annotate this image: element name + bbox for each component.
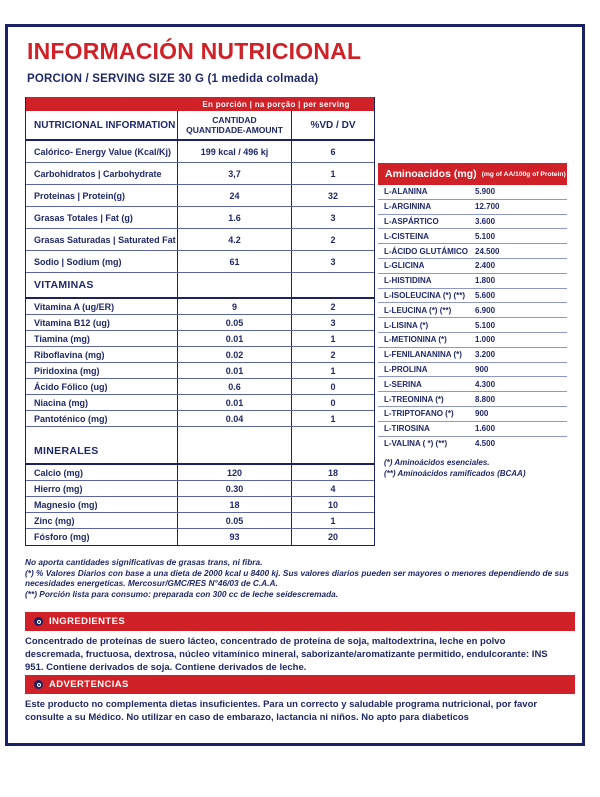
amino-value: 1.000 — [475, 335, 496, 345]
amino-footnote-bcaa: (**) Aminoácidos ramificados (BCAA) — [384, 468, 526, 478]
header-amount — [178, 111, 292, 139]
row-dv: 1 — [330, 333, 336, 344]
amino-label: L-ARGININA — [384, 202, 432, 212]
row-amount: 61 — [178, 251, 292, 272]
row-amount: 93 — [178, 529, 292, 545]
amino-row — [378, 318, 567, 333]
amino-footnotes — [378, 458, 567, 479]
row-amount: 9 — [178, 299, 292, 314]
table-row — [26, 331, 374, 347]
amino-value: 3.600 — [475, 216, 496, 226]
row-label: Calcio (mg) — [26, 465, 178, 480]
row-label: Piridoxina (mg) — [26, 363, 178, 378]
amino-value: 8.800 — [475, 394, 496, 404]
row-label: Riboflavina (mg) — [26, 347, 178, 362]
amino-value: 2.400 — [475, 261, 496, 271]
amino-row — [378, 377, 567, 392]
amino-value: 12.700 — [475, 202, 500, 212]
amino-value: 3.200 — [475, 350, 496, 360]
amino-value: 5.100 — [475, 231, 496, 241]
table-row — [26, 207, 374, 229]
amino-value: 900 — [475, 364, 489, 374]
row-dv: 2 — [330, 234, 336, 245]
row-amount: 120 — [178, 465, 292, 480]
table-row — [26, 513, 374, 529]
row-amount: 199 kcal / 496 kj — [178, 141, 292, 162]
table-spacer-row — [26, 427, 374, 439]
row-label: Sodio | Sodium (mg) — [26, 251, 178, 272]
row-dv: 0 — [330, 397, 336, 408]
row-dv: 20 — [327, 532, 338, 542]
amino-label: L-SERINA — [384, 379, 422, 389]
row-amount: 0.30 — [178, 481, 292, 496]
table-footnotes — [25, 557, 577, 599]
row-label: Grasas Totales | Fat (g) — [26, 207, 178, 228]
header-dv: %VD / DV — [310, 119, 356, 131]
table-row — [26, 299, 374, 315]
table-row — [26, 481, 374, 497]
table-row — [26, 395, 374, 411]
row-dv: 1 — [330, 413, 336, 424]
amino-label: L-TIROSINA — [384, 424, 430, 434]
row-label: Carbohidratos | Carbohydrate — [26, 163, 178, 184]
amino-label: L-LISINA (*) — [384, 320, 429, 330]
header-amount-line2: QUANTIDADE-AMOUNT — [186, 125, 283, 135]
row-dv: 3 — [330, 212, 336, 223]
row-label: Grasas Saturadas | Saturated Fat — [26, 229, 178, 250]
amino-value: 4.500 — [475, 439, 496, 449]
amino-row — [378, 185, 567, 200]
row-label: Pantoténico (mg) — [26, 411, 178, 426]
row-dv: 0 — [330, 381, 336, 392]
amino-row — [378, 422, 567, 437]
amino-row — [378, 215, 567, 230]
nutrition-table — [25, 97, 375, 546]
row-dv: 3 — [330, 256, 336, 267]
bullet-icon — [34, 617, 43, 626]
amino-row — [378, 363, 567, 378]
amino-label: L-CISTEINA — [384, 231, 429, 241]
row-amount: 0.05 — [178, 513, 292, 528]
row-label: Proteinas | Protein(g) — [26, 185, 178, 206]
amino-row — [378, 244, 567, 259]
amino-label: L-PROLINA — [384, 364, 428, 374]
row-amount: 24 — [178, 185, 292, 206]
amino-value: 5.600 — [475, 290, 496, 300]
table-row — [26, 411, 374, 427]
amino-row — [378, 289, 567, 304]
amino-value: 900 — [475, 409, 489, 419]
warnings-bar — [25, 675, 575, 694]
table-row — [26, 465, 374, 481]
table-row — [26, 163, 374, 185]
table-row — [26, 315, 374, 331]
row-amount: 0.01 — [178, 363, 292, 378]
row-amount: 0.6 — [178, 379, 292, 394]
amino-value: 1.800 — [475, 276, 496, 286]
amino-label: L-METIONINA (*) — [384, 335, 447, 345]
row-dv: 1 — [330, 515, 336, 526]
row-dv: 1 — [330, 365, 336, 376]
vitamins-section-header — [26, 273, 374, 299]
row-dv: 10 — [327, 499, 338, 510]
table-row — [26, 347, 374, 363]
amino-value: 4.300 — [475, 379, 496, 389]
spacer-cell — [178, 427, 292, 439]
row-dv: 1 — [330, 168, 336, 179]
row-dv: 6 — [330, 146, 336, 157]
row-label: Vitamina A (ug/ER) — [26, 299, 178, 314]
amino-row — [378, 348, 567, 363]
amino-label: L-LEUCINA (*) (**) — [384, 305, 452, 315]
table-row — [26, 141, 374, 163]
section-label: MINERALES — [26, 439, 178, 463]
section-empty-cell — [178, 439, 292, 463]
amino-row — [378, 407, 567, 422]
row-amount: 1.6 — [178, 207, 292, 228]
row-label: Zinc (mg) — [26, 513, 178, 528]
amino-row — [378, 274, 567, 289]
amino-footnote-essential: (*) Aminoácidos esenciales. — [384, 458, 490, 468]
amino-row — [378, 437, 567, 452]
amino-label: L-ISOLEUCINA (*) (**) — [384, 290, 466, 300]
amino-title: Aminoacidos (mg) — [385, 168, 477, 180]
amino-label: L-VALINA ( *) (**) — [384, 439, 448, 449]
page-title: INFORMACIÓN NUTRICIONAL — [27, 38, 362, 64]
row-amount: 4.2 — [178, 229, 292, 250]
amino-row — [378, 200, 567, 215]
spacer-cell — [26, 427, 178, 439]
ingredients-bar-label: INGREDIENTES — [49, 616, 126, 627]
table-row — [26, 251, 374, 273]
header-nutritional-information: NUTRICIONAL INFORMATION — [26, 111, 178, 139]
amino-row — [378, 259, 567, 274]
footnote-trans-fat: No aporta cantidades significativas de grasas trans, ni fibra. — [25, 557, 263, 567]
footnote-serving-prep: (**) Porción lista para consumo: preparada con 300 cc de leche seidescremada. — [25, 588, 339, 599]
amino-label: L-ALANINA — [384, 187, 428, 197]
row-amount: 3,7 — [178, 163, 292, 184]
amino-row — [378, 333, 567, 348]
table-row — [26, 497, 374, 513]
table-row — [26, 185, 374, 207]
table-row — [26, 229, 374, 251]
table-row — [26, 379, 374, 395]
amino-row — [378, 229, 567, 244]
warnings-bar-label: ADVERTENCIAS — [49, 679, 129, 690]
row-label: Calórico- Energy Value (Kcal/Kj) — [26, 141, 178, 162]
row-dv: 3 — [330, 317, 336, 328]
amino-acids-panel — [378, 163, 567, 479]
amino-value: 5.100 — [475, 320, 496, 330]
table-row — [26, 529, 374, 545]
row-amount: 0.01 — [178, 395, 292, 410]
table-header-row — [26, 111, 374, 141]
row-amount: 0.02 — [178, 347, 292, 362]
amino-label: L-TREONINA (*) — [384, 394, 444, 404]
ingredients-bar — [25, 612, 575, 631]
section-label: VITAMINAS — [26, 273, 178, 297]
amino-label: L-GLICINA — [384, 261, 425, 271]
amino-label: L-TRIPTOFANO (*) — [384, 409, 454, 419]
row-dv: 2 — [330, 349, 336, 360]
table-row — [26, 363, 374, 379]
bullet-icon — [34, 680, 43, 689]
row-dv: 18 — [327, 467, 338, 478]
amino-value: 1.600 — [475, 424, 496, 434]
ingredients-text: Concentrado de proteínas de suero lácteo, concentrado de proteína de soja, maltodextrina, leche en polvo descremada, fructuosa, dextrosa, núcleo vitamínico mineral, saborizante/aromatizante permitido, endulcorante: INS 951. Contiene derivados de soja. Contiene derivados de leche. — [25, 636, 548, 673]
amino-acids-header — [378, 163, 567, 185]
serving-size-line: PORCION / SERVING SIZE 30 G (1 medida colmada) — [27, 73, 319, 85]
minerals-section-header — [26, 439, 374, 465]
row-dv: 2 — [330, 301, 336, 312]
amino-row — [378, 392, 567, 407]
row-label: Niacina (mg) — [26, 395, 178, 410]
row-amount: 18 — [178, 497, 292, 512]
warnings-text: Este producto no complementa dietas insuficientes. Para un correcto y saludable programa nutricional, por favor consulte a su Médico. No utilizar en caso de embarazo, lactancia ni niños. No apto para diabeticos — [25, 699, 538, 723]
section-empty-cell — [178, 273, 292, 297]
row-label: Hierro (mg) — [26, 481, 178, 496]
label-frame — [5, 24, 585, 746]
amino-row — [378, 303, 567, 318]
row-label: Ácido Fólico (ug) — [26, 379, 178, 394]
amino-label: L-FENILANANINA (*) — [384, 350, 462, 360]
row-amount: 0.04 — [178, 411, 292, 426]
row-label: Vitamina B12 (ug) — [26, 315, 178, 330]
row-amount: 0.05 — [178, 315, 292, 330]
per-serving-banner — [26, 97, 374, 111]
amino-value: 6.900 — [475, 305, 496, 315]
amino-label: L-HISTIDINA — [384, 276, 432, 286]
footnote-daily-values: (*) % Valores Diarios con base a una dieta de 2000 kcal u 8400 kj. Sus valores diarios pueden ser mayores o menores dependiendo de sus necesidades energeticas. Mercosur/GMC/RES N°46/03 de C.A.A. — [25, 567, 569, 589]
row-dv: 32 — [327, 190, 338, 201]
row-label: Tiamina (mg) — [26, 331, 178, 346]
row-dv: 4 — [330, 483, 336, 494]
amino-value: 24.500 — [475, 246, 500, 256]
amino-label: L-ÁCIDO GLUTÁMICO — [384, 246, 468, 256]
header-amount-line1: CANTIDAD — [212, 115, 257, 125]
per-serving-banner-text: En porción | na porção | per serving — [202, 99, 350, 109]
amino-value: 5.900 — [475, 187, 496, 197]
amino-label: L-ASPÁRTICO — [384, 216, 439, 226]
amino-subtitle: (mg of AA/100g of Protein) — [481, 170, 566, 178]
row-amount: 0.01 — [178, 331, 292, 346]
row-label: Fósforo (mg) — [26, 529, 178, 545]
row-label: Magnesio (mg) — [26, 497, 178, 512]
